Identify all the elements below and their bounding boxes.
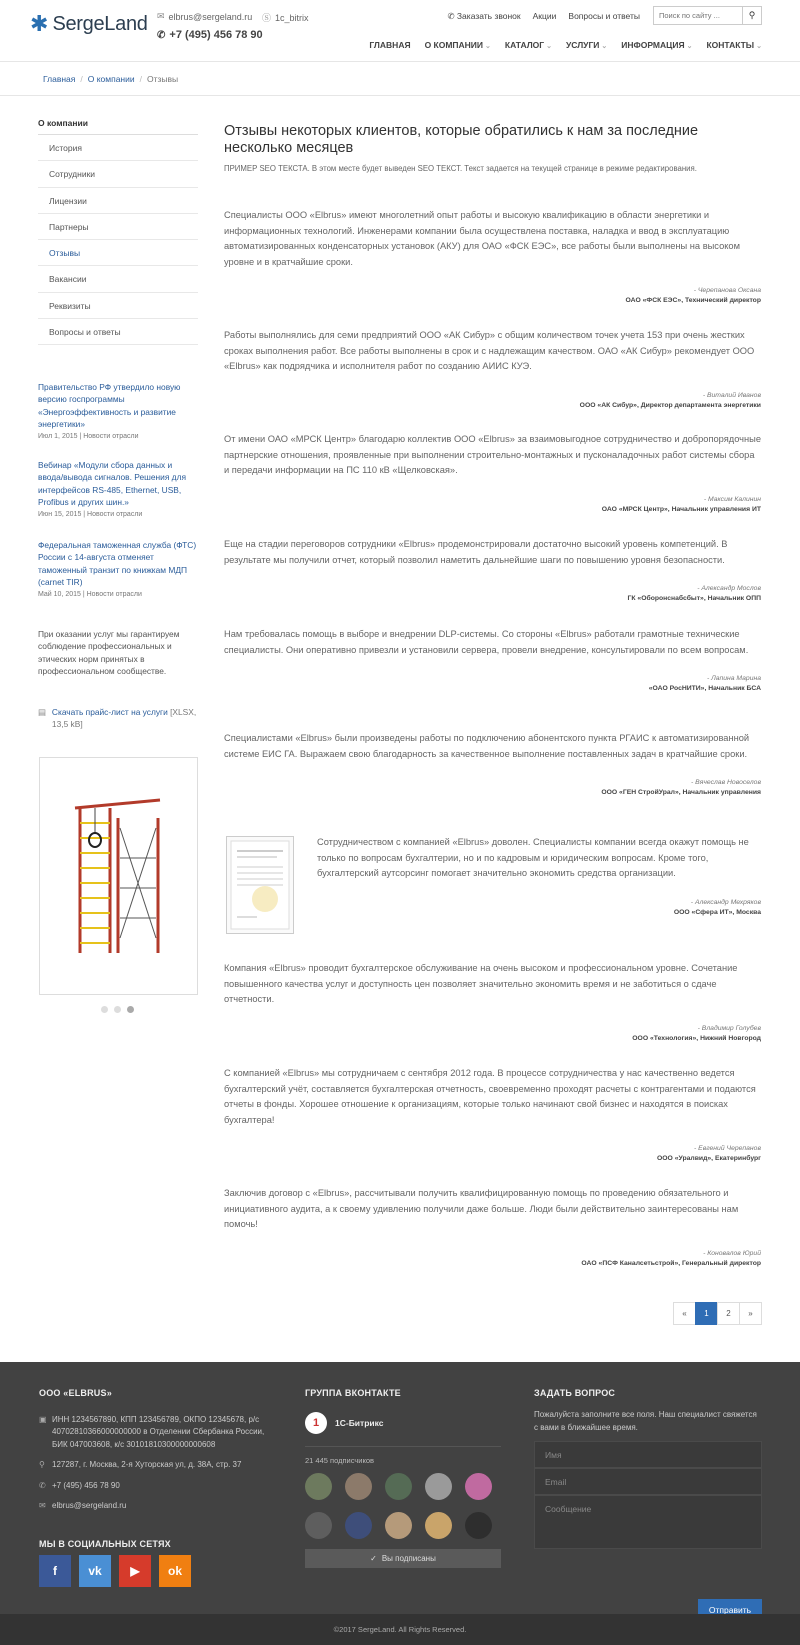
header-phone-text: +7 (495) 456 78 90: [169, 29, 263, 41]
nav-home[interactable]: ГЛАВНАЯ: [369, 40, 411, 50]
search-icon: ⚲: [748, 10, 756, 20]
chevron-down-icon: ⌄: [686, 43, 693, 50]
vk-icon: vk: [88, 1564, 102, 1578]
nav-company[interactable]: [425, 40, 491, 50]
top-links: [447, 11, 640, 22]
sidebar-menu: [38, 118, 198, 345]
review-item: [224, 328, 761, 409]
review-text: Компания «Elbrus» проводит бухгалтерское обслуживание на очень высоком и профессиональном уровне. Сочетание повышенного качества услуг и доступность цен позволяет значительно экономить время и не заботиться о сдаче отчетности.: [224, 963, 738, 1005]
news-title-link[interactable]: Правительство РФ утвердило новую версию госпрограммы «Энергоэффективность и развитие энергетики»: [38, 382, 181, 429]
review-item: [224, 537, 761, 602]
review-item: [317, 835, 761, 916]
review-item: [224, 1186, 761, 1267]
vk-group-name: 1С-Битрикс: [335, 1418, 384, 1428]
pagination-next[interactable]: »: [739, 1302, 762, 1325]
page-title: Отзывы некоторых клиентов, которые обратились к нам за последние несколько месяцев: [224, 123, 699, 156]
review-item: [224, 627, 761, 692]
breadcrumb-company[interactable]: О компании: [87, 74, 135, 84]
avatar[interactable]: [345, 1473, 372, 1500]
review-author: - Виталий Иванов: [702, 391, 761, 399]
slider-dot-active[interactable]: [127, 1006, 134, 1013]
news-meta: Июн 15, 2015 | Новости отрасли: [38, 511, 143, 519]
sidebar-item-staff[interactable]: Сотрудники: [38, 161, 198, 187]
review-text: Нам требовалась помощь в выборе и внедрении DLP-системы. Со стороны «Elbrus» работали грамотные технические специалисты. Они оперативно привезли и установили сервера, провели внедрение, консультировали по всем вопросам.: [224, 629, 749, 655]
footer-email[interactable]: [39, 1500, 269, 1512]
avatar[interactable]: [385, 1473, 412, 1500]
price-download: [38, 706, 198, 731]
avatar[interactable]: [305, 1512, 332, 1539]
review-author: - Лапина Марина: [706, 675, 761, 683]
certificate-thumbnail: [227, 837, 293, 933]
review-item: [224, 961, 761, 1042]
odnoklassniki-icon: ok: [167, 1564, 182, 1578]
review-author: - Евгений Черепанов: [694, 1145, 761, 1153]
sidebar-title[interactable]: О компании: [38, 118, 198, 135]
avatar[interactable]: [305, 1473, 332, 1500]
avatar[interactable]: [425, 1473, 452, 1500]
skype-icon: Ⓢ: [262, 13, 272, 23]
footer-vk-title: ГРУППА ВКОНТАКТЕ: [305, 1388, 401, 1398]
review-position: ООО «Уралвид», Екатеринбург: [656, 1155, 761, 1163]
main-content: [224, 123, 761, 173]
review-position: ОАО «ПСФ Каналсетьстрой», Генеральный директор: [581, 1259, 761, 1267]
footer-ask-description: Пожалуйста заполните все поля. Наш специалист свяжется с вами в ближайшее время.: [534, 1410, 757, 1432]
main-nav: [369, 40, 762, 50]
nav-info[interactable]: [621, 40, 692, 50]
review-author: - Максим Калинин: [703, 495, 761, 503]
avatar[interactable]: [385, 1512, 412, 1539]
wall-bars-image: [40, 758, 199, 996]
sidebar-item-partners[interactable]: Партнеры: [38, 214, 198, 240]
avatar[interactable]: [345, 1512, 372, 1539]
review-item: [224, 731, 761, 796]
review-position: ГК «Оборонснабсбыт», Начальник ОПП: [627, 595, 761, 603]
review-author: - Александр Мехряков: [690, 898, 761, 906]
footer-social-title: МЫ В СОЦИАЛЬНЫХ СЕТЯХ: [39, 1539, 171, 1550]
price-text: [52, 706, 198, 731]
review-author: - Черепанова Оксана: [693, 287, 761, 295]
envelope-icon: ✉: [157, 11, 165, 21]
logo-text: SergeLand: [52, 12, 148, 35]
bitrix-logo-icon: 1: [305, 1412, 327, 1434]
guarantee-text: При оказании услуг мы гарантируем соблюдение профессиональных и этических норм принятых в профессиональном сообществе.: [38, 629, 180, 676]
chevron-down-icon: ⌄: [485, 43, 491, 50]
vk-subscribe-label: Вы подписаны: [381, 1554, 436, 1563]
review-position: «ОАО РосНИТИ», Начальник БСА: [648, 685, 761, 693]
footer-company: [39, 1388, 269, 1549]
review-text: Специалистами «Elbrus» были произведены работы по подключению абонентского пункта РГАИС к автоматизированной системе ЕИС ГА. Выражаем свою благодарность за качественное выполнение поставленных задач в кратчайшие сроки.: [224, 733, 750, 759]
search-input[interactable]: [654, 7, 742, 24]
footer-address-text: 127287, г. Москва, 2-я Хуторская ул, д. 38А, стр. 37: [52, 1460, 242, 1470]
header-skype[interactable]: [262, 11, 309, 24]
nav-contacts-label: КОНТАКТЫ: [706, 40, 755, 50]
review-position: ОАО «МРСК Центр», Начальник управления ИТ: [601, 505, 761, 513]
file-icon: ▤: [38, 707, 46, 717]
review-item: [224, 208, 761, 304]
product-slider[interactable]: [39, 757, 198, 995]
header-email-text: elbrus@sergeland.ru: [168, 11, 253, 22]
email-field[interactable]: Email: [534, 1468, 762, 1495]
pagination-page-2[interactable]: 2: [717, 1302, 740, 1325]
message-field[interactable]: Сообщение: [534, 1495, 762, 1549]
odnoklassniki-button[interactable]: [159, 1555, 191, 1587]
chevron-down-icon: ⌄: [601, 43, 608, 50]
pagination: [674, 1302, 762, 1325]
send-button[interactable]: Отправить: [698, 1599, 762, 1620]
copyright: ©2017 SergeLand. All Rights Reserved.: [0, 1614, 800, 1645]
bank-card-icon: ▣: [39, 1415, 47, 1424]
site-footer: [0, 1362, 800, 1614]
logo[interactable]: [30, 12, 148, 36]
youtube-icon: ▶: [130, 1564, 140, 1578]
review-text: Работы выполнялись для семи предприятий ООО «АК Сибур» с общим количеством точек учета 153 при очень жестких сроках выполнения работ. Все работы выполнены в срок и с надлежащим качеством. ОАО «АК Сибур» рекомендует ООО «Elbrus» как подрядчика и исполнителя работ по созданию АИИС КУЭ.: [224, 330, 755, 372]
phone-small-icon: ✆: [447, 11, 457, 21]
callback-link[interactable]: [447, 11, 520, 22]
header-skype-text: 1c_bitrix: [275, 12, 309, 23]
breadcrumb-home[interactable]: Главная: [43, 74, 76, 84]
nav-company-label: О КОМПАНИИ: [424, 40, 484, 50]
youtube-button[interactable]: [119, 1555, 151, 1587]
pagination-prev[interactable]: «: [673, 1302, 696, 1325]
sidebar-item-vacancies[interactable]: Вакансии: [38, 266, 198, 292]
news-item: [38, 539, 198, 598]
footer-phone[interactable]: [39, 1480, 269, 1492]
name-field[interactable]: Имя: [534, 1441, 762, 1468]
slider-dot[interactable]: [101, 1006, 108, 1013]
breadcrumb-separator: /: [139, 74, 142, 84]
footer-email-text: elbrus@sergeland.ru: [52, 1501, 127, 1511]
vk-widget: [305, 1412, 501, 1568]
chevron-down-icon: ⌄: [756, 43, 762, 50]
review-author: - Вячеслав Новоселов: [691, 779, 761, 787]
review-position: ОАО «ФСК ЕЭС», Технический директор: [625, 297, 761, 305]
chevron-down-icon: ⌄: [546, 43, 552, 50]
sidebar-item-reviews[interactable]: Отзывы: [38, 240, 198, 266]
phone-icon: ✆: [157, 29, 166, 41]
avatar[interactable]: [465, 1512, 492, 1539]
news-title-link[interactable]: Вебинар «Модули сбора данных и ввода/вывода сигналов. Решения для интерфейсов RS-485, Ethernet, USB, Profibus и других шин.»: [38, 460, 186, 507]
review-author: - Владимир Голубев: [697, 1024, 761, 1032]
map-marker-icon: ⚲: [39, 1460, 45, 1470]
review-item: [224, 1066, 761, 1162]
social-buttons: [39, 1555, 191, 1587]
breadcrumb-bar: [0, 62, 800, 96]
envelope-icon: ✉: [39, 1501, 46, 1511]
vk-member-avatars: [305, 1473, 501, 1539]
nav-info-label: ИНФОРМАЦИЯ: [621, 40, 685, 50]
slider-dots: [101, 1006, 134, 1013]
avatar[interactable]: [425, 1512, 452, 1539]
nav-services[interactable]: [566, 40, 607, 50]
nav-catalog-label: КАТАЛОГ: [504, 40, 545, 50]
review-text: С компанией «Elbrus» мы сотрудничаем с сентября 2012 года. В процессе сотрудничества у нас качественно ведется бухгалтерский учёт, составляется бухгалтерская отчетность, своевременно проходят расчеты с контрагентами и подаются отчеты в фонды. Хорошее отношение к организациям, которые только начинают свой бизнес и находятся в поисках бухгалтера!: [224, 1068, 756, 1125]
review-position: ООО «ГЕН СтройУрал», Начальник управления: [601, 789, 761, 797]
avatar[interactable]: [465, 1473, 492, 1500]
review-text: Заключив договор с «Elbrus», рассчитывали получить квалифицированную помощь по проведению обязательного и инициативного аудита, а к своему удивлению получили даже больше. Люди были действительно заинтересованы нам помочь!: [224, 1188, 739, 1230]
footer-address: [39, 1459, 269, 1471]
header-phone[interactable]: [157, 29, 263, 41]
review-position: ООО «Сфера ИТ», Москва: [673, 908, 761, 916]
sidebar-item-requisites[interactable]: Реквизиты: [38, 293, 198, 319]
nav-services-label: УСЛУГИ: [565, 40, 600, 50]
review-author: - Коновалов Юрий: [703, 1249, 761, 1257]
review-position: ООО «АК Сибур», Директор департамента энергетики: [579, 401, 761, 409]
footer-vk-group: [305, 1388, 501, 1568]
facebook-button[interactable]: [39, 1555, 71, 1587]
review-text: Сотрудничеством с компанией «Elbrus» доволен. Специалисты компании всегда окажут помощь не только по вопросам бухгалтерии, но и по кадровым и юридическим вопросам. Кроме того, бухгалтерский аутсорсинг помогает значительно экономить средства организации.: [317, 837, 749, 879]
price-link[interactable]: Скачать прайс-лист на услуги: [51, 707, 168, 717]
breadcrumb-current: Отзывы: [147, 74, 179, 84]
footer-question-form: [534, 1388, 762, 1615]
header-email[interactable]: [157, 11, 252, 22]
review-text: От имени ОАО «МРСК Центр» благодарю коллектив ООО «Elbrus» за взаимовыгодное сотрудничество и добропорядочные партнерские отношения, проявленные при выполнении строительно-монтажных и пусконаладочных работ системы сбора и передачи информации на ПС 110 кВ «Щелковская».: [224, 434, 761, 476]
footer-ask-title: ЗАДАТЬ ВОПРОС: [534, 1388, 616, 1398]
news-item: [38, 459, 198, 518]
phone-icon: ✆: [39, 1480, 46, 1490]
footer-requisites: [39, 1414, 269, 1451]
price-info: [XLSX, 13,5 kB]: [51, 707, 197, 730]
footer-company-title: ООО «ELBRUS»: [39, 1388, 112, 1398]
site-header: [0, 0, 800, 62]
sidebar-item-history[interactable]: История: [38, 135, 198, 161]
certificate-image[interactable]: [226, 836, 294, 934]
search-box: [653, 6, 762, 25]
snowflake-icon: ✱: [30, 11, 49, 36]
sidebar-item-faq[interactable]: Вопросы и ответы: [38, 319, 198, 345]
vkontakte-button[interactable]: [79, 1555, 111, 1587]
check-icon: ✓: [370, 1554, 377, 1563]
facebook-icon: f: [53, 1564, 57, 1578]
sidebar-item-licenses[interactable]: Лицензии: [38, 188, 198, 214]
news-item: [38, 381, 198, 440]
nav-catalog[interactable]: [505, 40, 552, 50]
news-meta: Май 10, 2015 | Новости отрасли: [38, 591, 142, 599]
review-author: - Александр Мослов: [697, 585, 761, 593]
review-item: [224, 432, 761, 513]
callback-link-text: Заказать звонок: [456, 11, 521, 21]
breadcrumb: [43, 74, 178, 84]
news-title-link[interactable]: Федеральная таможенная служба (ФТС) России с 14-августа отменяет таможенный транзит по книжкам МДП (carnet TIR): [38, 540, 197, 587]
search-button[interactable]: [742, 7, 761, 24]
footer-requisites-text: ИНН 1234567890, КПП 123456789, ОКПО 12345678, р/с 40702810366000000000 в Отделении Сбербанка России, БИК 047003608, к/с 30101810300000000608: [52, 1415, 265, 1449]
promo-link[interactable]: Акции: [532, 11, 557, 21]
footer-phone-text: +7 (495) 456 78 90: [52, 1480, 120, 1490]
review-position: ООО «Технология», Нижний Новгород: [632, 1034, 761, 1042]
nav-contacts[interactable]: [706, 40, 762, 50]
vk-widget-header[interactable]: [305, 1412, 501, 1447]
vk-subscribers: 21 445 подписчиков: [305, 1456, 375, 1465]
pagination-page-1[interactable]: 1: [695, 1302, 718, 1325]
news-meta: Июл 1, 2015 | Новости отрасли: [38, 433, 139, 441]
faq-link[interactable]: Вопросы и ответы: [568, 11, 640, 21]
vk-subscribe-button[interactable]: [305, 1549, 501, 1568]
breadcrumb-separator: /: [80, 74, 83, 84]
slider-dot[interactable]: [114, 1006, 121, 1013]
review-text: Специалисты ООО «Elbrus» имеют многолетний опыт работы и высокую квалификацию в области энергетики и информационных технологий. Инженерами компании была осуществлена поставка, наладка и ввод в эксплуатацию автоматизированных конденсаторных установок (АКУ) для ОАО «ФСК ЕЭС», все работы были выполнены на высоком уровне и в кратчайшие сроки.: [224, 210, 740, 267]
seo-text: ПРИМЕР SEO ТЕКСТА. В этом месте будет выведен SEO ТЕКСТ. Текст задается на текущей странице в режиме редактирования.: [224, 164, 697, 173]
review-text: Еще на стадии переговоров сотрудники «Elbrus» продемонстрировали достаточно высокий уровень компетенций. В результате мы получили отчет, который позволил наметить дальнейшие шаги по повышению уровня безопасности.: [224, 539, 728, 565]
